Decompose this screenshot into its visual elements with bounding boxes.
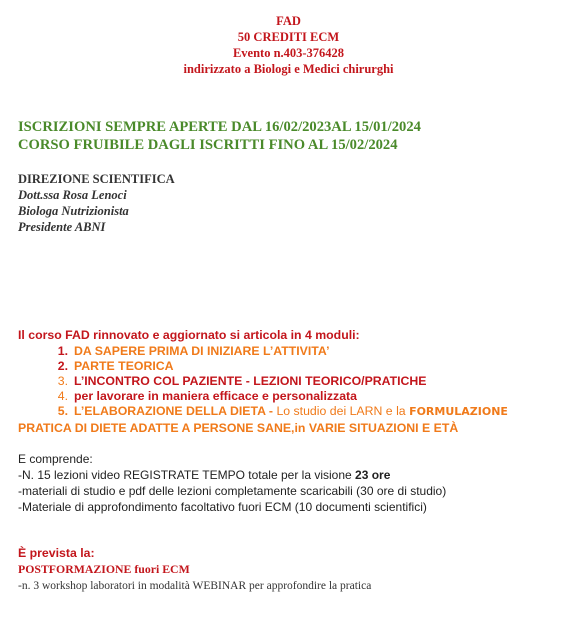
includes-item-text: -N. 15 lezioni video REGISTRATE TEMPO totale per la visione xyxy=(18,468,356,482)
director-title: Presidente ABNI xyxy=(18,220,106,234)
event-number: Evento n.403-376428 xyxy=(232,46,345,60)
fad-label: FAD xyxy=(276,14,301,28)
includes-heading: E comprende: xyxy=(18,452,93,466)
post-heading: È prevista la: xyxy=(18,546,95,560)
director-name: Dott.ssa Rosa Lenoci xyxy=(18,188,127,202)
includes-item: -materiali di studio e pdf delle lezioni completamente scaricabili (30 ore di studio) xyxy=(18,484,447,498)
includes-section xyxy=(18,451,568,515)
module-text: L’INCONTRO COL PAZIENTE - LEZIONI TEORICO/PRATICHE xyxy=(74,374,427,388)
post-subheading: POSTFORMAZIONE fuori ECM xyxy=(18,562,190,576)
module-continuation: PRATICA DI DIETE ADATTE A PERSONE SANE,in VARIE SITUAZIONI E ETÀ xyxy=(18,421,459,435)
includes-item: -Materiale di approfondimento facoltativo fuori ECM (10 documenti scientifici) xyxy=(18,500,427,514)
module-item xyxy=(18,389,508,404)
enrollment-period: ISCRIZIONI SEMPRE APERTE DAL 16/02/2023AL 15/01/2024 xyxy=(18,119,421,135)
module-item xyxy=(18,404,508,419)
includes-item xyxy=(18,467,568,483)
module-text-connector: e la xyxy=(382,404,410,418)
module-number: 5. xyxy=(57,404,68,418)
module-text: DA SAPERE PRIMA DI INIZIARE L’ATTIVITA’ xyxy=(74,344,330,358)
course-intro: Il corso FAD rinnovato e aggiornato si articola in 4 moduli: xyxy=(18,328,360,342)
video-hours: 23 ore xyxy=(355,468,391,482)
workshop-line: -n. 3 workshop laboratori in modalità WEBINAR per approfondire la pratica xyxy=(18,580,372,592)
course-availability: CORSO FRUIBILE DAGLI ISCRITTI FINO AL 15/02/2024 xyxy=(18,137,398,153)
module-number: 4. xyxy=(57,389,68,403)
module-list xyxy=(18,344,508,419)
module-number: 3. xyxy=(57,374,68,388)
director-role: Biologa Nutrizionista xyxy=(18,204,129,218)
module-number: 2. xyxy=(57,359,68,373)
module-text-formulation: FORMULAZIONE xyxy=(409,405,508,418)
scientific-direction xyxy=(18,171,175,235)
audience-label: indirizzato a Biologi e Medici chirurghi xyxy=(183,62,394,76)
module-text: PARTE TEORICA xyxy=(74,359,174,373)
module-item xyxy=(18,344,508,359)
module-text: per lavorare in maniera efficace e personalizzata xyxy=(74,389,357,403)
module-item xyxy=(18,359,508,374)
module-item xyxy=(18,374,508,389)
module-text-larn: Lo studio dei LARN xyxy=(276,404,383,418)
direction-heading: DIREZIONE SCIENTIFICA xyxy=(18,172,175,186)
event-header xyxy=(0,13,577,77)
module-number: 1. xyxy=(57,344,68,358)
credits-label: 50 CREDITI ECM xyxy=(237,30,340,44)
module-text: L’ELABORAZIONE DELLA DIETA - xyxy=(74,404,277,418)
